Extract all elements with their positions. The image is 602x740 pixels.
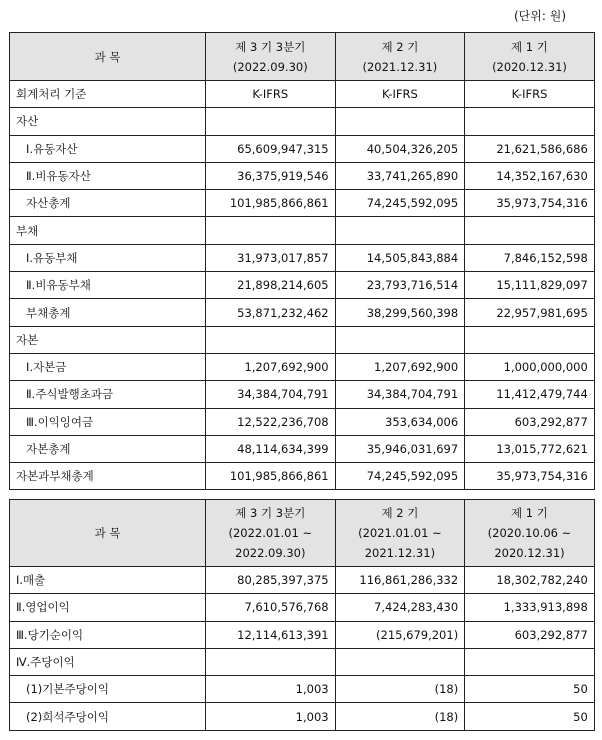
row-label: 자본 xyxy=(10,326,206,353)
row-value: 7,610,576,768 xyxy=(206,594,336,621)
row-value: 15,111,829,097 xyxy=(465,272,595,299)
balance-sheet-table xyxy=(9,32,595,490)
row-value: 14,505,843,884 xyxy=(335,244,465,271)
row-value: 53,871,232,462 xyxy=(206,299,336,326)
row-value: 101,985,866,861 xyxy=(206,463,336,490)
table-row xyxy=(10,217,595,244)
table-row xyxy=(10,299,595,326)
row-label: Ⅰ.유동자산 xyxy=(10,135,206,162)
row-value: K-IFRS xyxy=(335,81,465,108)
row-value xyxy=(465,217,595,244)
row-value xyxy=(335,648,465,675)
row-label: Ⅲ.당기순이익 xyxy=(10,621,206,648)
row-label: Ⅲ.이익잉여금 xyxy=(10,408,206,435)
table-row xyxy=(10,326,595,353)
table-row xyxy=(10,408,595,435)
row-value: K-IFRS xyxy=(206,81,336,108)
table-header-row xyxy=(10,500,595,567)
row-value: 12,114,613,391 xyxy=(206,621,336,648)
row-value: 33,741,265,890 xyxy=(335,162,465,189)
row-label: Ⅳ.주당이익 xyxy=(10,648,206,675)
row-value: 7,424,283,430 xyxy=(335,594,465,621)
table-row xyxy=(10,463,595,490)
row-label: 부채총계 xyxy=(10,299,206,326)
income-statement-table xyxy=(9,499,595,731)
row-value: 1,207,692,900 xyxy=(206,353,336,380)
row-value: 603,292,877 xyxy=(465,408,595,435)
row-value xyxy=(465,648,595,675)
row-label: Ⅰ.자본금 xyxy=(10,353,206,380)
table-row xyxy=(10,81,595,108)
table-row xyxy=(10,703,595,730)
table-row xyxy=(10,381,595,408)
row-value: 21,898,214,605 xyxy=(206,272,336,299)
row-value xyxy=(206,108,336,135)
row-value xyxy=(335,217,465,244)
table-row xyxy=(10,135,595,162)
table-header-row xyxy=(10,33,595,81)
row-label: Ⅱ.영업이익 xyxy=(10,594,206,621)
header-period-3: 제 3 기 3분기 (2022.09.30) xyxy=(206,33,336,81)
table-row xyxy=(10,621,595,648)
table-row xyxy=(10,244,595,271)
table-row xyxy=(10,648,595,675)
row-value: 35,973,754,316 xyxy=(465,190,595,217)
row-value: 23,793,716,514 xyxy=(335,272,465,299)
table-row xyxy=(10,594,595,621)
row-value: 80,285,397,375 xyxy=(206,567,336,594)
row-value: 31,973,017,857 xyxy=(206,244,336,271)
table-row xyxy=(10,190,595,217)
row-label: 자본총계 xyxy=(10,435,206,462)
table-row xyxy=(10,108,595,135)
table-row xyxy=(10,353,595,380)
table-row xyxy=(10,567,595,594)
header-period-3: 제 3 기 3분기 (2022.01.01 ~ 2022.09.30) xyxy=(206,500,336,567)
row-value xyxy=(206,217,336,244)
row-label: (1)기본주당이익 xyxy=(10,676,206,703)
row-label: 자산 xyxy=(10,108,206,135)
row-value xyxy=(206,326,336,353)
row-value: 65,609,947,315 xyxy=(206,135,336,162)
row-value: 50 xyxy=(465,676,595,703)
row-value: (215,679,201) xyxy=(335,621,465,648)
row-label: Ⅰ.매출 xyxy=(10,567,206,594)
row-value: 38,299,560,398 xyxy=(335,299,465,326)
table-row xyxy=(10,272,595,299)
row-value: 35,946,031,697 xyxy=(335,435,465,462)
header-subject: 과 목 xyxy=(10,500,206,567)
table-row xyxy=(10,676,595,703)
row-value: 40,504,326,205 xyxy=(335,135,465,162)
row-value: 18,302,782,240 xyxy=(465,567,595,594)
row-value: 36,375,919,546 xyxy=(206,162,336,189)
row-value: 1,003 xyxy=(206,676,336,703)
row-label: 회계처리 기준 xyxy=(10,81,206,108)
row-value: 50 xyxy=(465,703,595,730)
row-value: 34,384,704,791 xyxy=(335,381,465,408)
row-value: 101,985,866,861 xyxy=(206,190,336,217)
header-period-2: 제 2 기 (2021.12.31) xyxy=(335,33,465,81)
table-row xyxy=(10,162,595,189)
row-value: 7,846,152,598 xyxy=(465,244,595,271)
unit-note: (단위: 원) xyxy=(514,9,566,23)
row-value: 48,114,634,399 xyxy=(206,435,336,462)
row-label: Ⅱ.주식발행초과금 xyxy=(10,381,206,408)
row-value: 603,292,877 xyxy=(465,621,595,648)
row-label: Ⅱ.비유동부채 xyxy=(10,272,206,299)
row-label: Ⅱ.비유동자산 xyxy=(10,162,206,189)
row-value: 353,634,006 xyxy=(335,408,465,435)
row-value: K-IFRS xyxy=(465,81,595,108)
row-value: 11,412,479,744 xyxy=(465,381,595,408)
row-label: 자산총계 xyxy=(10,190,206,217)
row-value: 13,015,772,621 xyxy=(465,435,595,462)
row-label: 자본과부채총계 xyxy=(10,463,206,490)
row-label: (2)희석주당이익 xyxy=(10,703,206,730)
row-value: 74,245,592,095 xyxy=(335,463,465,490)
row-value: 1,333,913,898 xyxy=(465,594,595,621)
row-value: 116,861,286,332 xyxy=(335,567,465,594)
row-value: (18) xyxy=(335,703,465,730)
row-value: 35,973,754,316 xyxy=(465,463,595,490)
row-value: 1,207,692,900 xyxy=(335,353,465,380)
row-value xyxy=(465,326,595,353)
row-value: 22,957,981,695 xyxy=(465,299,595,326)
table-row xyxy=(10,435,595,462)
row-value: 34,384,704,791 xyxy=(206,381,336,408)
row-value xyxy=(335,326,465,353)
row-value: 12,522,236,708 xyxy=(206,408,336,435)
header-subject: 과 목 xyxy=(10,33,206,81)
row-value: 1,000,000,000 xyxy=(465,353,595,380)
header-period-1: 제 1 기 (2020.12.31) xyxy=(465,33,595,81)
row-value xyxy=(465,108,595,135)
row-value xyxy=(335,108,465,135)
row-label: 부채 xyxy=(10,217,206,244)
row-value: (18) xyxy=(335,676,465,703)
row-value xyxy=(206,648,336,675)
row-value: 21,621,586,686 xyxy=(465,135,595,162)
row-value: 1,003 xyxy=(206,703,336,730)
header-period-1: 제 1 기 (2020.10.06 ~ 2020.12.31) xyxy=(465,500,595,567)
row-value: 14,352,167,630 xyxy=(465,162,595,189)
row-value: 74,245,592,095 xyxy=(335,190,465,217)
header-period-2: 제 2 기 (2021.01.01 ~ 2021.12.31) xyxy=(335,500,465,567)
row-label: Ⅰ.유동부채 xyxy=(10,244,206,271)
